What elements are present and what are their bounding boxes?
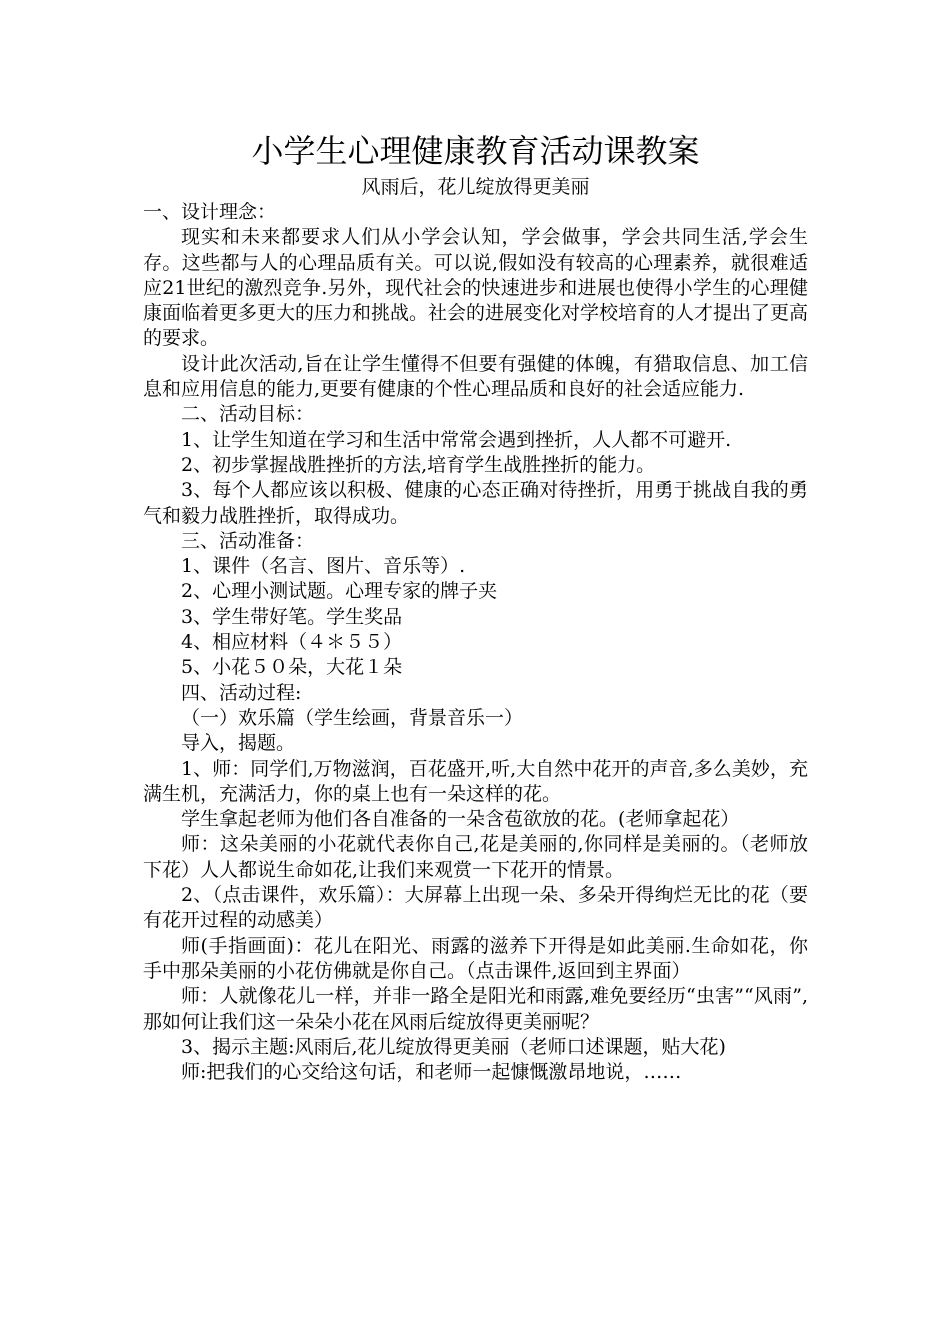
paragraph: 1、师：同学们,万物滋润，百花盛开,听,大自然中花开的声音,多么美妙，充满生机，充满活力，你的桌上也有一朵这样的花。 bbox=[143, 757, 808, 805]
paragraph: （一）欢乐篇（学生绘画，背景音乐一） bbox=[181, 706, 524, 729]
document-subtitle: 风雨后，花儿绽放得更美丽 bbox=[361, 176, 590, 198]
paragraph: 三、活动准备： bbox=[181, 529, 315, 552]
paragraph: 2、初步掌握战胜挫折的方法,培育学生战胜挫折的能力。 bbox=[181, 453, 656, 476]
paragraph: 现实和未来都要求人们从小学会认知，学会做事，学会共同生活,学会生存。这些都与人的心理品质有关。可以说,假如没有较高的心理素养，就很难适应21世纪的激烈竞争.另外，现代社会的快速进步和进展也使得小学生的心理健康面临着更多更大的压力和挑战。社会的进展变化对学校培育的人才提出了更高的要求。 bbox=[143, 226, 809, 350]
paragraph: 师(手指画面)：花儿在阳光、雨露的滋养下开得是如此美丽.生命如花，你手中那朵美丽的小花仿佛就是你自己。（点击课件,返回到主界面） bbox=[143, 934, 808, 982]
paragraph: 师:把我们的心交给这句话，和老师一起慷慨激昂地说，…… bbox=[181, 1061, 682, 1084]
paragraph: 1、课件（名言、图片、音乐等）. bbox=[181, 555, 466, 578]
paragraph: 导入，揭题。 bbox=[181, 732, 296, 755]
paragraph: 5、小花５０朵，大花１朵 bbox=[181, 656, 403, 679]
paragraph: 一、设计理念： bbox=[143, 201, 277, 223]
paragraph: 设计此次活动,旨在让学生懂得不但要有强健的体魄，有猎取信息、加工信息和应用信息的能力,更要有健康的个性心理品质和良好的社会适应能力. bbox=[143, 352, 808, 401]
document-title: 小学生心理健康教育活动课教案 bbox=[251, 132, 700, 170]
paragraph: 学生拿起老师为他们各自准备的一朵含苞欲放的花。(老师拿起花） bbox=[181, 808, 740, 831]
paragraph: 3、学生带好笔。学生奖品 bbox=[181, 605, 403, 628]
paragraph: 3、揭示主题:风雨后,花儿绽放得更美丽（老师口述课题，贴大花) bbox=[181, 1035, 726, 1058]
paragraph: 师：这朵美丽的小花就代表你自己,花是美丽的,你同样是美丽的。（老师放下花）人人都说生命如花,让我们来观赏一下花开的情景。 bbox=[143, 833, 808, 881]
paragraph: 1、让学生知道在学习和生活中常常会遇到挫折，人人都不可避开. bbox=[181, 428, 732, 451]
paragraph: 四、活动过程: bbox=[181, 681, 302, 704]
paragraph: 二、活动目标： bbox=[181, 403, 315, 426]
paragraph: 师：人就像花儿一样，并非一路全是阳光和雨露,难免要经历“虫害”“风雨”,那如何让我们这一朵朵小花在风雨后绽放得更美丽呢？ bbox=[143, 985, 808, 1033]
paragraph: 3、每个人都应该以积极、健康的心态正确对待挫折，用勇于挑战自我的勇气和毅力战胜挫折，取得成功。 bbox=[143, 479, 808, 527]
paragraph: 2、（点击课件，欢乐篇）：大屏幕上出现一朵、多朵开得绚烂无比的花（要有花开过程的动感美） bbox=[143, 884, 808, 932]
paragraph: 4、相应材料（４＊５５） bbox=[181, 631, 403, 654]
paragraph: 2、心理小测试题。心理专家的牌子夹 bbox=[181, 580, 498, 603]
document-page bbox=[143, 128, 808, 1085]
document-body bbox=[143, 200, 808, 1085]
